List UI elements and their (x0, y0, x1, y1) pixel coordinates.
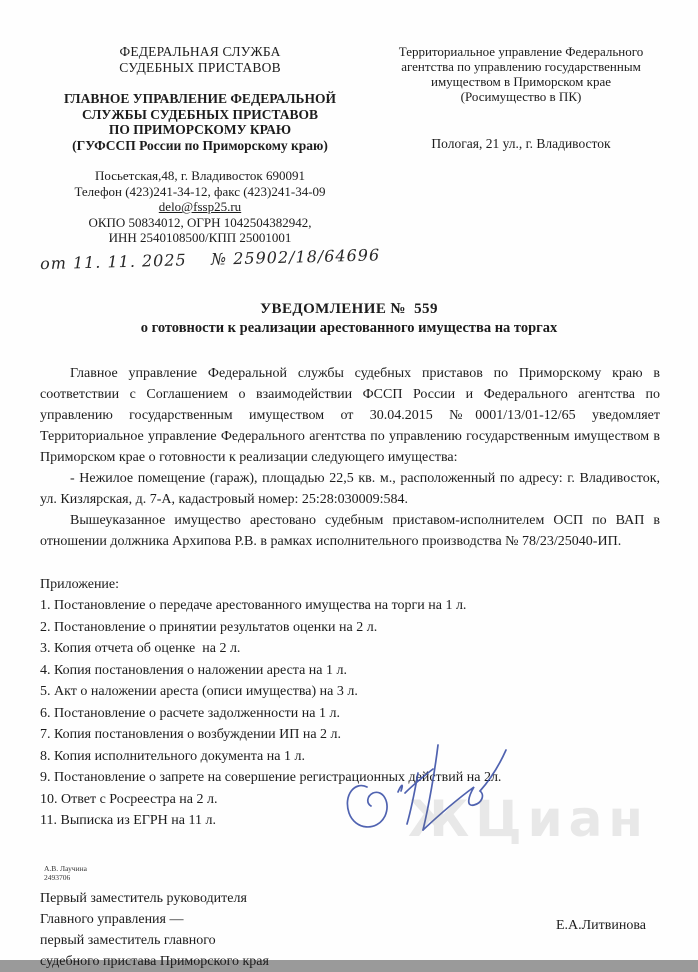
signer-position-line: судебного пристава Приморского края (40, 953, 269, 969)
sender-contacts (40, 168, 360, 246)
org-main-line: (ГУФССП России по Приморскому краю) (72, 137, 328, 153)
recipient-line: Территориальное управление Федерального (398, 44, 644, 59)
recipient-line: агентства по управлению государственным (401, 59, 641, 74)
executor-phone: 2493706 (44, 873, 71, 882)
body-paragraph-property: - Нежилое помещение (гараж), площадью 22,5 кв. м., расположенный по адресу: г. Владивосток, ул. Кизлярская, д. 7-А, кадастровый номер: 25:28:030009:584. (40, 470, 660, 507)
attachment-item: 1. Постановление о передаче арестованного имущества на торги на 1 л. (40, 598, 467, 613)
org-main-line: СЛУЖБЫ СУДЕБНЫХ ПРИСТАВОВ (81, 106, 319, 122)
address-line: Телефон (423)241-34-12, факс (423)241-34-09 (74, 183, 326, 199)
recipient-org-name (366, 44, 676, 104)
signer-position (40, 888, 350, 972)
letterhead (0, 0, 698, 273)
attachment-item: 4. Копия постановления о наложении ареста на 1 л. (40, 662, 347, 678)
attachment-item: 11. Выписка из ЕГРН на 11 л. (40, 813, 216, 828)
executor-name: А.В. Лаучина (44, 864, 87, 873)
attachments-label: Приложение: (40, 576, 120, 592)
signer-position-line: Главного управления — (40, 911, 184, 927)
org-top-line: СУДЕБНЫХ ПРИСТАВОВ (119, 59, 281, 75)
attachment-item: 3. Копия отчета об оценке на 2 л. (40, 641, 241, 656)
codes-line: ОКПО 50834012, ОГРН 1042504382942, (88, 214, 312, 230)
signature-section (40, 888, 660, 972)
signer-name: Е.А.Литвинова (555, 917, 646, 933)
attachment-item: 7. Копия постановления о возбуждении ИП на 2 л. (40, 727, 342, 742)
document-body (40, 363, 660, 552)
sender-email: delo@fssp25.ru (158, 199, 242, 214)
recipient-line: имуществом в Приморском крае (431, 74, 611, 89)
handwritten-ref-number: от 11. 11. 2025 № 25902/18/64696 (39, 244, 381, 273)
codes-line: ИНН 2540108500/КПП 25001001 (108, 230, 292, 245)
attachment-item: 6. Постановление о расчете задолженности на 1 л. (40, 705, 340, 721)
attachment-item: 5. Акт о наложении ареста (описи имущества) на 3 л. (40, 684, 358, 699)
executor-note (44, 864, 87, 882)
org-main-line: ПО ПРИМОРСКОМУ КРАЮ (108, 122, 292, 137)
body-paragraph-debtor: Вышеуказанное имущество арестовано судебным приставом-исполнителем ОСП по ВАП в отношении должника Архипова Р.В. в рамках исполнительного производства № 78/23/25040-ИП. (40, 512, 660, 549)
sender-parent-org (40, 44, 360, 75)
document-title (0, 301, 698, 337)
title-number: УВЕДОМЛЕНИЕ № 559 (260, 300, 438, 317)
sender-address-lines (40, 168, 360, 199)
attachment-item: 10. Ответ с Росреестра на 2 л. (40, 791, 218, 807)
sender-block (39, 44, 381, 273)
signer-position-line: первый заместитель главного (40, 932, 216, 948)
sender-org-name (40, 91, 360, 153)
org-top-line: ФЕДЕРАЛЬНАЯ СЛУЖБА (119, 44, 281, 59)
attachment-item: 9. Постановление о запрете на совершение регистрационных действий на 2л. (40, 770, 502, 785)
recipient-line: (Росимущество в ПК) (460, 89, 582, 104)
recipient-address: Пологая, 21 ул., г. Владивосток (431, 136, 611, 151)
address-line: Посьетская,48, г. Владивосток 690091 (95, 168, 305, 183)
cian-watermark: ЖЦиан (408, 790, 649, 848)
body-paragraph-intro: Главное управление Федеральной службы судебных приставов по Приморскому краю в соответствии с Соглашением о взаимодействии ФССП России и Федерального агентства по управлению государственным имуществом от 30.04.2015 №0001/13/01-12/65 уведомляет Территориальное управление Федерального агентства по управлению государственным имуществом в Приморском крае о готовности к реализации следующего имущества: (40, 365, 660, 465)
recipient-block (360, 44, 676, 269)
attachment-item: 8. Копия исполнительного документа на 1 л. (40, 748, 305, 764)
attachment-item: 2. Постановление о принятии результатов оценки на 2 л. (40, 619, 378, 635)
signer-position-line: Первый заместитель руководителя (40, 890, 247, 906)
org-main-line: ГЛАВНОЕ УПРАВЛЕНИЕ ФЕДЕРАЛЬНОЙ (63, 91, 336, 106)
sender-registration-codes (40, 215, 360, 246)
title-subject: о готовности к реализации арестованного имущества на торгах (140, 319, 558, 336)
